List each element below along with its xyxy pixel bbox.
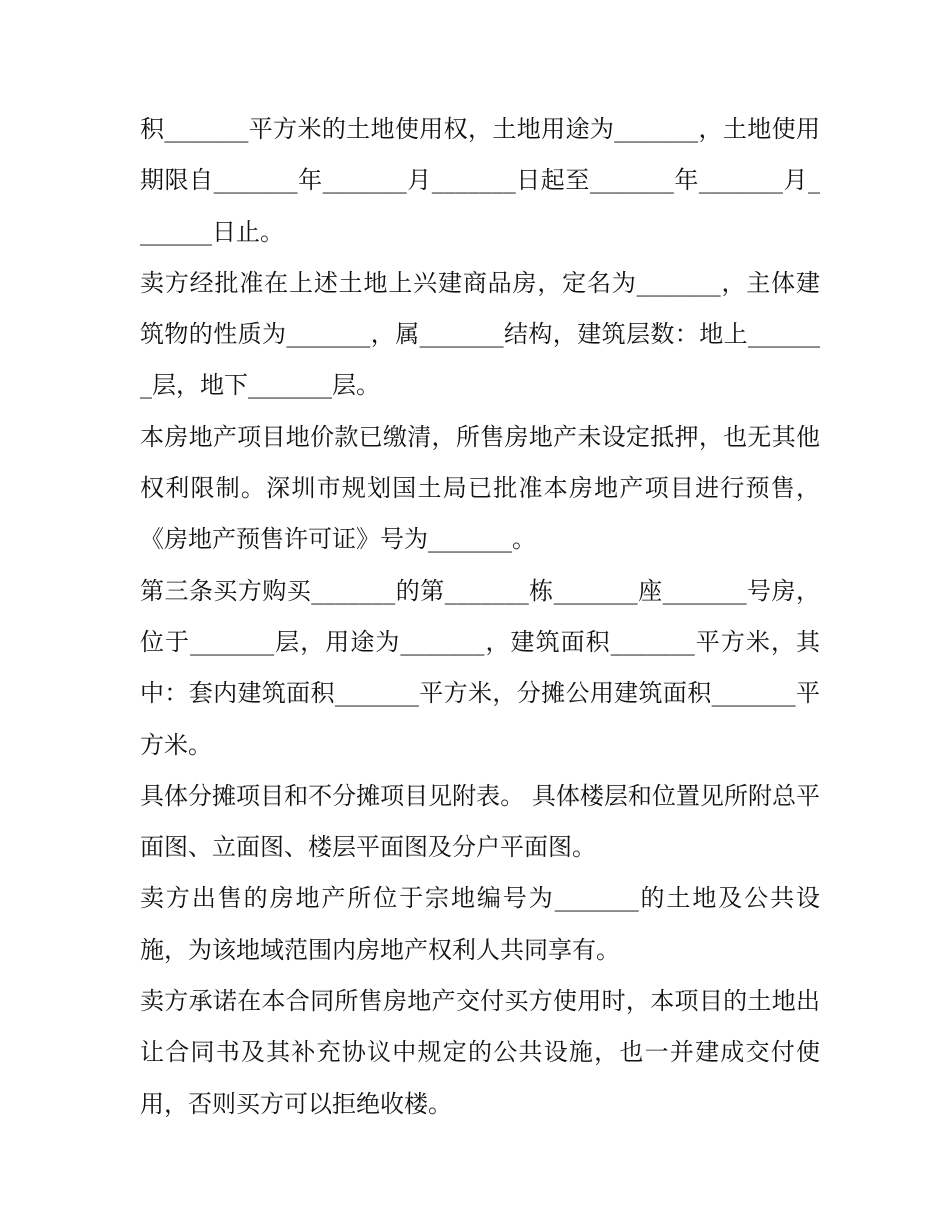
contract-body bbox=[140, 104, 820, 1130]
paragraph-shared-area-attachments: 具体分摊项目和不分摊项目见附表。 具体楼层和位置见所附总平面图、立面图、楼层平面图及分户平面图。 bbox=[140, 781, 820, 862]
paragraph-public-facilities: 卖方出售的房地产所位于宗地编号为_______的土地及公共设施，为该地域范围内房地产权利人共同享有。 bbox=[140, 884, 820, 964]
paragraph-building-info: 卖方经批准在上述土地上兴建商品房，定名为_______，主体建筑物的性质为_______，属_______结构，建筑层数：地上_______层，地下_______层。 bbox=[140, 268, 820, 400]
paragraph-land-use-term: 积_______平方米的土地使用权，土地用途为_______，土地使用期限自_______年_______月_______日起至_______年_______月_______日止。 bbox=[140, 115, 820, 246]
paragraph-article-3-purchase: 第三条买方购买_______的第_______栋_______座_______号房，位于_______层，用途为_______，建筑面积_______平方米，其中：套内建筑面积_______平方米，分摊公用建筑面积_______平方米。 bbox=[140, 576, 820, 759]
paragraph-seller-commitment: 卖方承诺在本合同所售房地产交付买方使用时，本项目的土地出让合同书及其补充协议中规定的公共设施，也一并建成交付使用，否则买方可以拒绝收楼。 bbox=[140, 987, 820, 1118]
paragraph-presale-permit: 本房地产项目地价款已缴清，所售房地产未设定抵押，也无其他权利限制。深圳市规划国土局已批准本房地产项目进行预售，《房地产预售许可证》号为_______。 bbox=[140, 422, 820, 554]
